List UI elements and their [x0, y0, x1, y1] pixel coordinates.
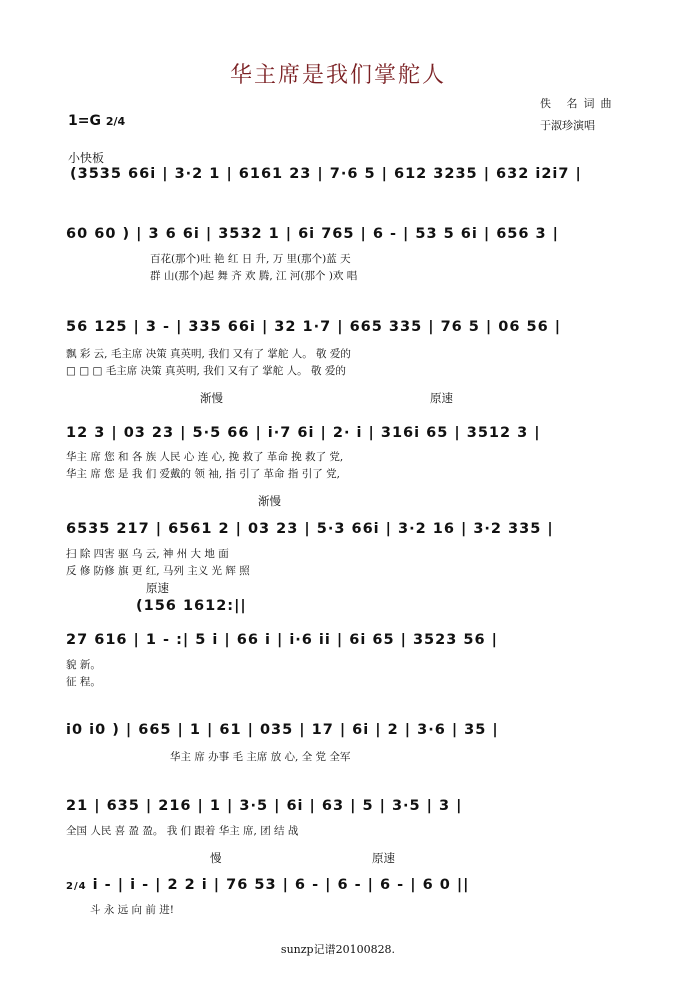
notes-row-9-content: i - | i - | 2 2 i | 76 53 | 6 - | 6 - | 6 - | 6 0 ||: [92, 877, 470, 893]
lyrics-row-3-verse-2: □ □ □ 毛主席 决策 真英明, 我们 又有了 掌舵 人。 敬 爱的: [66, 365, 346, 377]
tempo-mark-jianman-1: 渐慢: [200, 391, 223, 405]
notes-row-6: 27 616 | 1 - :| 5 i | 66 i | i·6 ii | 6i 65 | 3523 56 |: [66, 632, 498, 648]
notes-row-1: (3535 66i | 3·2 1 | 6161 23 | 7·6 5 | 612 3235 | 632 i2i7 |: [70, 166, 582, 182]
tempo-mark-yuansu-2: 原速: [146, 581, 169, 595]
tempo-mark-yuansu-1: 原速: [430, 391, 453, 405]
singer-credit: 于淑珍演唱: [540, 119, 595, 132]
lyrics-row-7: 华主 席 办事 毛 主席 放 心, 全 党 全军: [170, 751, 351, 763]
notes-row-4: 12 3 | 03 23 | 5·5 66 | i·7 6i | 2· i | 316i 65 | 3512 3 |: [66, 425, 541, 441]
lyrics-row-3-verse-1: 飘 彩 云, 毛主席 决策 真英明, 我们 又有了 掌舵 人。 敬 爱的: [66, 348, 351, 360]
notes-row-3: 56 125 | 3 - | 335 66i | 32 1·7 | 665 335 | 76 5 | 06 56 |: [66, 319, 562, 335]
lyrics-row-4-verse-1: 华主 席 您 和 各 族 人民 心 连 心, 挽 救了 革命 挽 救了 党,: [66, 451, 344, 463]
lyrics-row-6-verse-2: 征 程。: [66, 676, 101, 688]
notes-row-7: i0 i0 ) | 665 | 1 | 61 | 035 | 17 | 6i | 2 | 3·6 | 35 |: [66, 722, 499, 738]
notes-row-2: 60 60 ) | 3 6 6i | 3532 1 | 6i 765 | 6 - | 53 5 6i | 656 3 |: [66, 226, 559, 242]
notes-row-5: 6535 217 | 6561 2 | 03 23 | 5·3 66i | 3·2 16 | 3·2 335 |: [66, 521, 554, 537]
tempo-mark-yuansu-3: 原速: [372, 851, 395, 865]
repeat-prefix: (156 1612:||: [136, 598, 247, 614]
lyrics-row-4-verse-2: 华主 席 您 是 我 们 爱戴的 领 袖, 指 引了 革命 指 引了 党,: [66, 468, 340, 480]
lyrics-row-9: 斗 永 远 向 前 进!: [90, 904, 174, 916]
notes-row-8: 21 | 635 | 216 | 1 | 3·5 | 6i | 63 | 5 | 3·5 | 3 |: [66, 798, 463, 814]
lyrics-row-5-verse-2: 反 修 防修 旗 更 红, 马列 主义 光 辉 照: [66, 565, 250, 577]
lyrics-row-8: 全国 人民 喜 盈 盈。 我 们 跟着 华主 席, 团 结 战: [66, 825, 299, 837]
tempo-mark-jianman-2: 渐慢: [258, 494, 281, 508]
composer-credit: 佚 名词曲: [540, 97, 618, 110]
footer-credit: sunzp记谱20100828.: [280, 943, 396, 956]
lyrics-row-2-verse-1: 百花(那个)吐 艳 红 日 升, 万 里(那个)蓝 天: [150, 253, 351, 265]
key-label: 1=G: [68, 113, 101, 129]
lyrics-row-2-verse-2: 群 山(那个)起 舞 齐 欢 腾, 江 河(那个 )欢 唱: [150, 270, 358, 282]
key-signature: [68, 113, 125, 129]
song-title: 华主席是我们掌舵人: [229, 63, 446, 88]
tempo-mark-man: 慢: [210, 851, 222, 865]
time-signature-change: 2/4: [66, 881, 87, 892]
notes-row-9: [66, 877, 469, 893]
time-signature: 2/4: [105, 115, 126, 128]
tempo-marking: 小快板: [68, 151, 105, 165]
lyrics-row-5-verse-1: 扫 除 四害 驱 乌 云, 神 州 大 地 面: [66, 548, 229, 560]
lyrics-row-6-verse-1: 貌 新。: [66, 659, 101, 671]
